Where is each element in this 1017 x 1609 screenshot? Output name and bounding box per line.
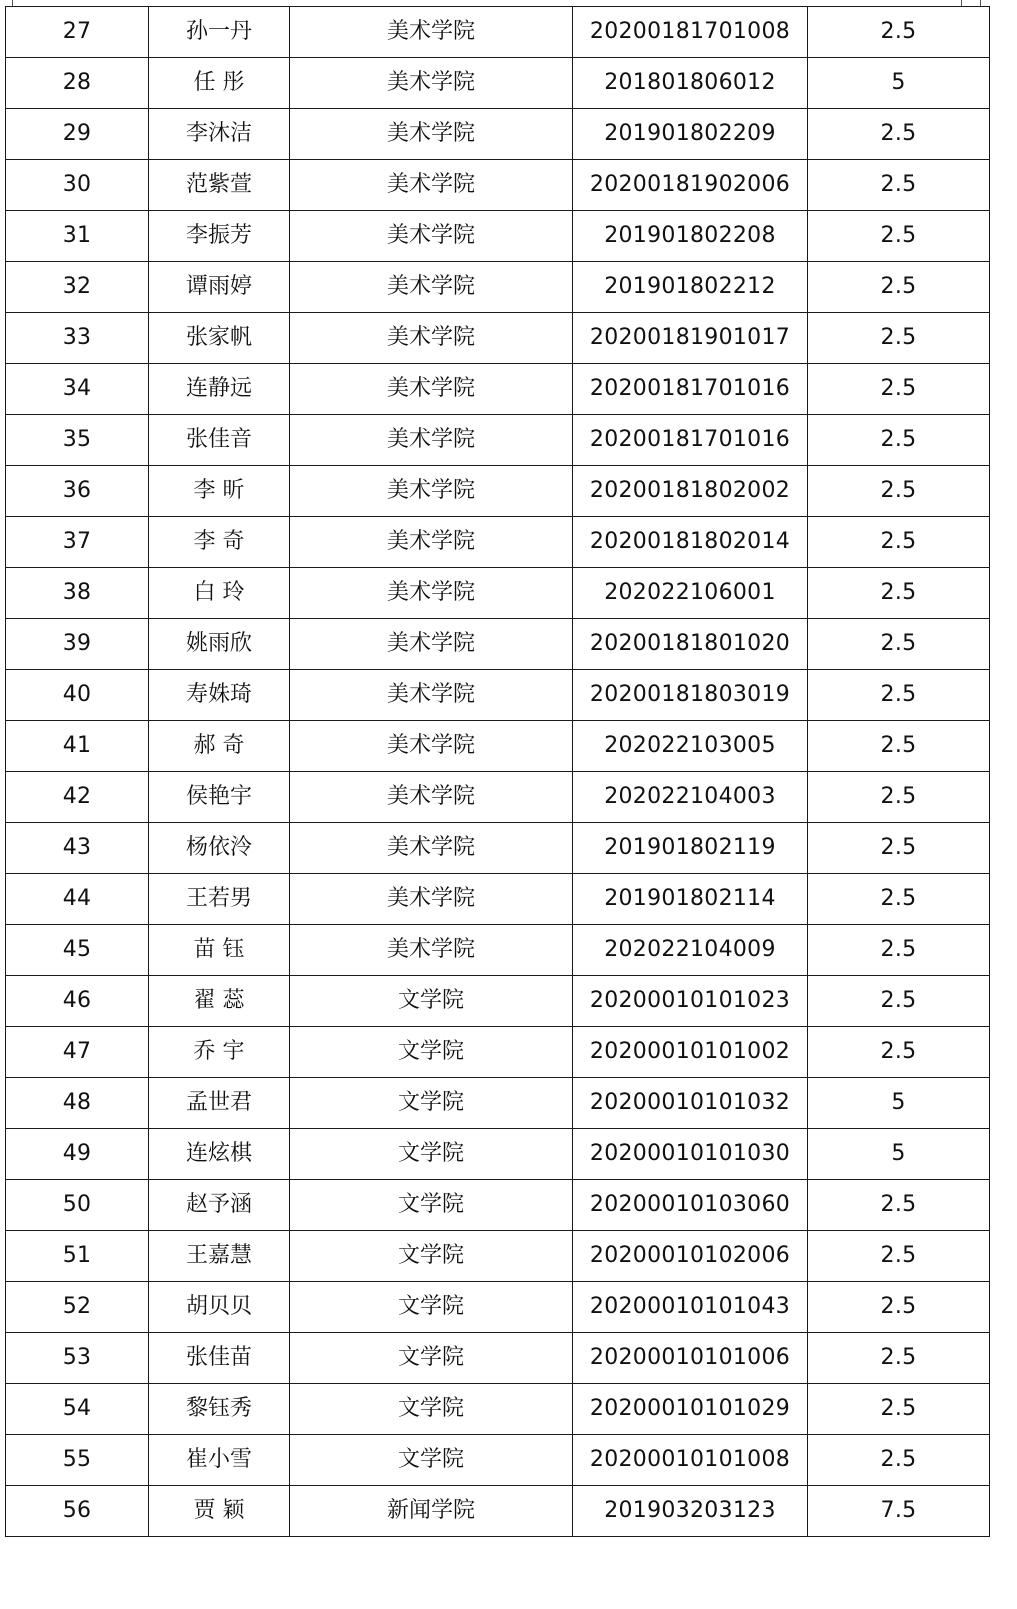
table-row (6, 568, 990, 619)
student-id-cell: 20200181803019 (573, 670, 808, 721)
table-row (6, 670, 990, 721)
row-index-cell: 54 (6, 1384, 149, 1435)
table-row (6, 772, 990, 823)
table-row (6, 1180, 990, 1231)
score-cell: 2.5 (808, 1384, 990, 1435)
student-id-cell: 20200010101043 (573, 1282, 808, 1333)
table-row (6, 364, 990, 415)
row-index-cell: 46 (6, 976, 149, 1027)
table-row (6, 109, 990, 160)
student-id-cell: 20200181902006 (573, 160, 808, 211)
student-name-cell: 苗 钰 (149, 925, 290, 976)
score-cell: 2.5 (808, 211, 990, 262)
row-index-cell: 34 (6, 364, 149, 415)
score-cell: 2.5 (808, 1282, 990, 1333)
score-cell: 2.5 (808, 1435, 990, 1486)
student-name-cell: 杨依泠 (149, 823, 290, 874)
college-cell: 文学院 (290, 1129, 573, 1180)
student-id-cell: 202022104009 (573, 925, 808, 976)
records-table (5, 6, 990, 1537)
student-name-cell: 李沐洁 (149, 109, 290, 160)
student-id-cell: 202022104003 (573, 772, 808, 823)
row-index-cell: 39 (6, 619, 149, 670)
table-row (6, 1333, 990, 1384)
college-cell: 美术学院 (290, 568, 573, 619)
student-id-cell: 20200010101006 (573, 1333, 808, 1384)
table-row (6, 7, 990, 58)
table-row (6, 1129, 990, 1180)
student-id-cell: 20200181701016 (573, 364, 808, 415)
row-index-cell: 36 (6, 466, 149, 517)
student-name-cell: 连炫棋 (149, 1129, 290, 1180)
student-name-cell: 白 玲 (149, 568, 290, 619)
records-table-body (6, 7, 990, 1537)
score-cell: 2.5 (808, 1180, 990, 1231)
student-id-cell: 202022103005 (573, 721, 808, 772)
student-id-cell: 20200181802014 (573, 517, 808, 568)
table-row (6, 721, 990, 772)
student-id-cell: 20200010101030 (573, 1129, 808, 1180)
college-cell: 美术学院 (290, 619, 573, 670)
score-cell: 2.5 (808, 874, 990, 925)
student-id-cell: 20200181901017 (573, 313, 808, 364)
row-index-cell: 40 (6, 670, 149, 721)
table-row (6, 1231, 990, 1282)
student-id-cell: 20200010102006 (573, 1231, 808, 1282)
row-index-cell: 38 (6, 568, 149, 619)
row-index-cell: 55 (6, 1435, 149, 1486)
score-cell: 2.5 (808, 823, 990, 874)
student-id-cell: 202022106001 (573, 568, 808, 619)
college-cell: 文学院 (290, 1435, 573, 1486)
score-cell: 5 (808, 1078, 990, 1129)
student-name-cell: 任 彤 (149, 58, 290, 109)
college-cell: 美术学院 (290, 721, 573, 772)
table-row (6, 58, 990, 109)
score-cell: 2.5 (808, 619, 990, 670)
student-id-cell: 201903203123 (573, 1486, 808, 1537)
score-cell: 2.5 (808, 772, 990, 823)
table-row (6, 1486, 990, 1537)
college-cell: 文学院 (290, 1027, 573, 1078)
college-cell: 美术学院 (290, 313, 573, 364)
college-cell: 美术学院 (290, 874, 573, 925)
row-index-cell: 37 (6, 517, 149, 568)
student-name-cell: 孟世君 (149, 1078, 290, 1129)
college-cell: 美术学院 (290, 364, 573, 415)
table-row (6, 619, 990, 670)
student-name-cell: 王若男 (149, 874, 290, 925)
row-index-cell: 47 (6, 1027, 149, 1078)
score-cell: 7.5 (808, 1486, 990, 1537)
student-id-cell: 20200181701016 (573, 415, 808, 466)
student-name-cell: 连静远 (149, 364, 290, 415)
student-id-cell: 20200181802002 (573, 466, 808, 517)
table-row (6, 1384, 990, 1435)
student-id-cell: 20200181701008 (573, 7, 808, 58)
student-name-cell: 郝 奇 (149, 721, 290, 772)
student-id-cell: 20200010101023 (573, 976, 808, 1027)
score-cell: 2.5 (808, 313, 990, 364)
student-name-cell: 贾 颖 (149, 1486, 290, 1537)
row-index-cell: 45 (6, 925, 149, 976)
college-cell: 文学院 (290, 1180, 573, 1231)
row-index-cell: 33 (6, 313, 149, 364)
college-cell: 美术学院 (290, 415, 573, 466)
row-index-cell: 41 (6, 721, 149, 772)
score-cell: 2.5 (808, 1027, 990, 1078)
table-row (6, 874, 990, 925)
row-index-cell: 49 (6, 1129, 149, 1180)
student-name-cell: 李振芳 (149, 211, 290, 262)
student-id-cell: 20200010103060 (573, 1180, 808, 1231)
student-id-cell: 20200010101032 (573, 1078, 808, 1129)
college-cell: 美术学院 (290, 925, 573, 976)
student-id-cell: 20200010101002 (573, 1027, 808, 1078)
table-row (6, 925, 990, 976)
student-id-cell: 201901802209 (573, 109, 808, 160)
table-row (6, 415, 990, 466)
score-cell: 2.5 (808, 109, 990, 160)
student-name-cell: 黎钰秀 (149, 1384, 290, 1435)
row-index-cell: 44 (6, 874, 149, 925)
row-index-cell: 51 (6, 1231, 149, 1282)
table-row (6, 517, 990, 568)
student-name-cell: 王嘉慧 (149, 1231, 290, 1282)
score-cell: 5 (808, 1129, 990, 1180)
row-index-cell: 31 (6, 211, 149, 262)
score-cell: 2.5 (808, 568, 990, 619)
row-index-cell: 42 (6, 772, 149, 823)
row-index-cell: 53 (6, 1333, 149, 1384)
table-row (6, 1027, 990, 1078)
table-row (6, 1078, 990, 1129)
college-cell: 文学院 (290, 1231, 573, 1282)
table-row (6, 1282, 990, 1333)
score-cell: 2.5 (808, 670, 990, 721)
student-name-cell: 寿姝琦 (149, 670, 290, 721)
student-name-cell: 孙一丹 (149, 7, 290, 58)
student-name-cell: 胡贝贝 (149, 1282, 290, 1333)
college-cell: 美术学院 (290, 109, 573, 160)
score-cell: 2.5 (808, 7, 990, 58)
college-cell: 文学院 (290, 1078, 573, 1129)
college-cell: 美术学院 (290, 670, 573, 721)
score-cell: 2.5 (808, 976, 990, 1027)
college-cell: 美术学院 (290, 823, 573, 874)
college-cell: 美术学院 (290, 262, 573, 313)
row-index-cell: 56 (6, 1486, 149, 1537)
score-cell: 2.5 (808, 262, 990, 313)
score-cell: 2.5 (808, 1231, 990, 1282)
college-cell: 美术学院 (290, 7, 573, 58)
student-name-cell: 张佳音 (149, 415, 290, 466)
college-cell: 美术学院 (290, 160, 573, 211)
row-index-cell: 48 (6, 1078, 149, 1129)
college-cell: 文学院 (290, 1282, 573, 1333)
college-cell: 美术学院 (290, 517, 573, 568)
score-cell: 2.5 (808, 364, 990, 415)
row-index-cell: 32 (6, 262, 149, 313)
college-cell: 美术学院 (290, 772, 573, 823)
row-index-cell: 30 (6, 160, 149, 211)
student-name-cell: 赵予涵 (149, 1180, 290, 1231)
table-row (6, 466, 990, 517)
score-cell: 2.5 (808, 721, 990, 772)
college-cell: 新闻学院 (290, 1486, 573, 1537)
student-name-cell: 乔 宇 (149, 1027, 290, 1078)
student-id-cell: 20200010101029 (573, 1384, 808, 1435)
table-row (6, 313, 990, 364)
student-id-cell: 201901802119 (573, 823, 808, 874)
student-name-cell: 张佳苗 (149, 1333, 290, 1384)
student-name-cell: 李 昕 (149, 466, 290, 517)
row-index-cell: 50 (6, 1180, 149, 1231)
table-row (6, 160, 990, 211)
table-row (6, 823, 990, 874)
table-row (6, 262, 990, 313)
college-cell: 美术学院 (290, 466, 573, 517)
college-cell: 文学院 (290, 1333, 573, 1384)
score-cell: 2.5 (808, 517, 990, 568)
score-cell: 2.5 (808, 466, 990, 517)
college-cell: 文学院 (290, 1384, 573, 1435)
score-cell: 2.5 (808, 160, 990, 211)
student-id-cell: 20200181801020 (573, 619, 808, 670)
college-cell: 文学院 (290, 976, 573, 1027)
student-name-cell: 姚雨欣 (149, 619, 290, 670)
row-index-cell: 28 (6, 58, 149, 109)
student-id-cell: 20200010101008 (573, 1435, 808, 1486)
student-id-cell: 201901802212 (573, 262, 808, 313)
student-id-cell: 201901802114 (573, 874, 808, 925)
row-index-cell: 52 (6, 1282, 149, 1333)
table-row (6, 976, 990, 1027)
score-cell: 5 (808, 58, 990, 109)
score-cell: 2.5 (808, 925, 990, 976)
table-row (6, 1435, 990, 1486)
student-name-cell: 侯艳宇 (149, 772, 290, 823)
student-name-cell: 范紫萱 (149, 160, 290, 211)
student-name-cell: 谭雨婷 (149, 262, 290, 313)
row-index-cell: 43 (6, 823, 149, 874)
college-cell: 美术学院 (290, 58, 573, 109)
score-cell: 2.5 (808, 415, 990, 466)
student-name-cell: 张家帆 (149, 313, 290, 364)
student-name-cell: 翟 蕊 (149, 976, 290, 1027)
row-index-cell: 35 (6, 415, 149, 466)
student-name-cell: 李 奇 (149, 517, 290, 568)
student-id-cell: 201901802208 (573, 211, 808, 262)
student-id-cell: 201801806012 (573, 58, 808, 109)
college-cell: 美术学院 (290, 211, 573, 262)
table-row (6, 211, 990, 262)
score-cell: 2.5 (808, 1333, 990, 1384)
row-index-cell: 27 (6, 7, 149, 58)
student-name-cell: 崔小雪 (149, 1435, 290, 1486)
row-index-cell: 29 (6, 109, 149, 160)
